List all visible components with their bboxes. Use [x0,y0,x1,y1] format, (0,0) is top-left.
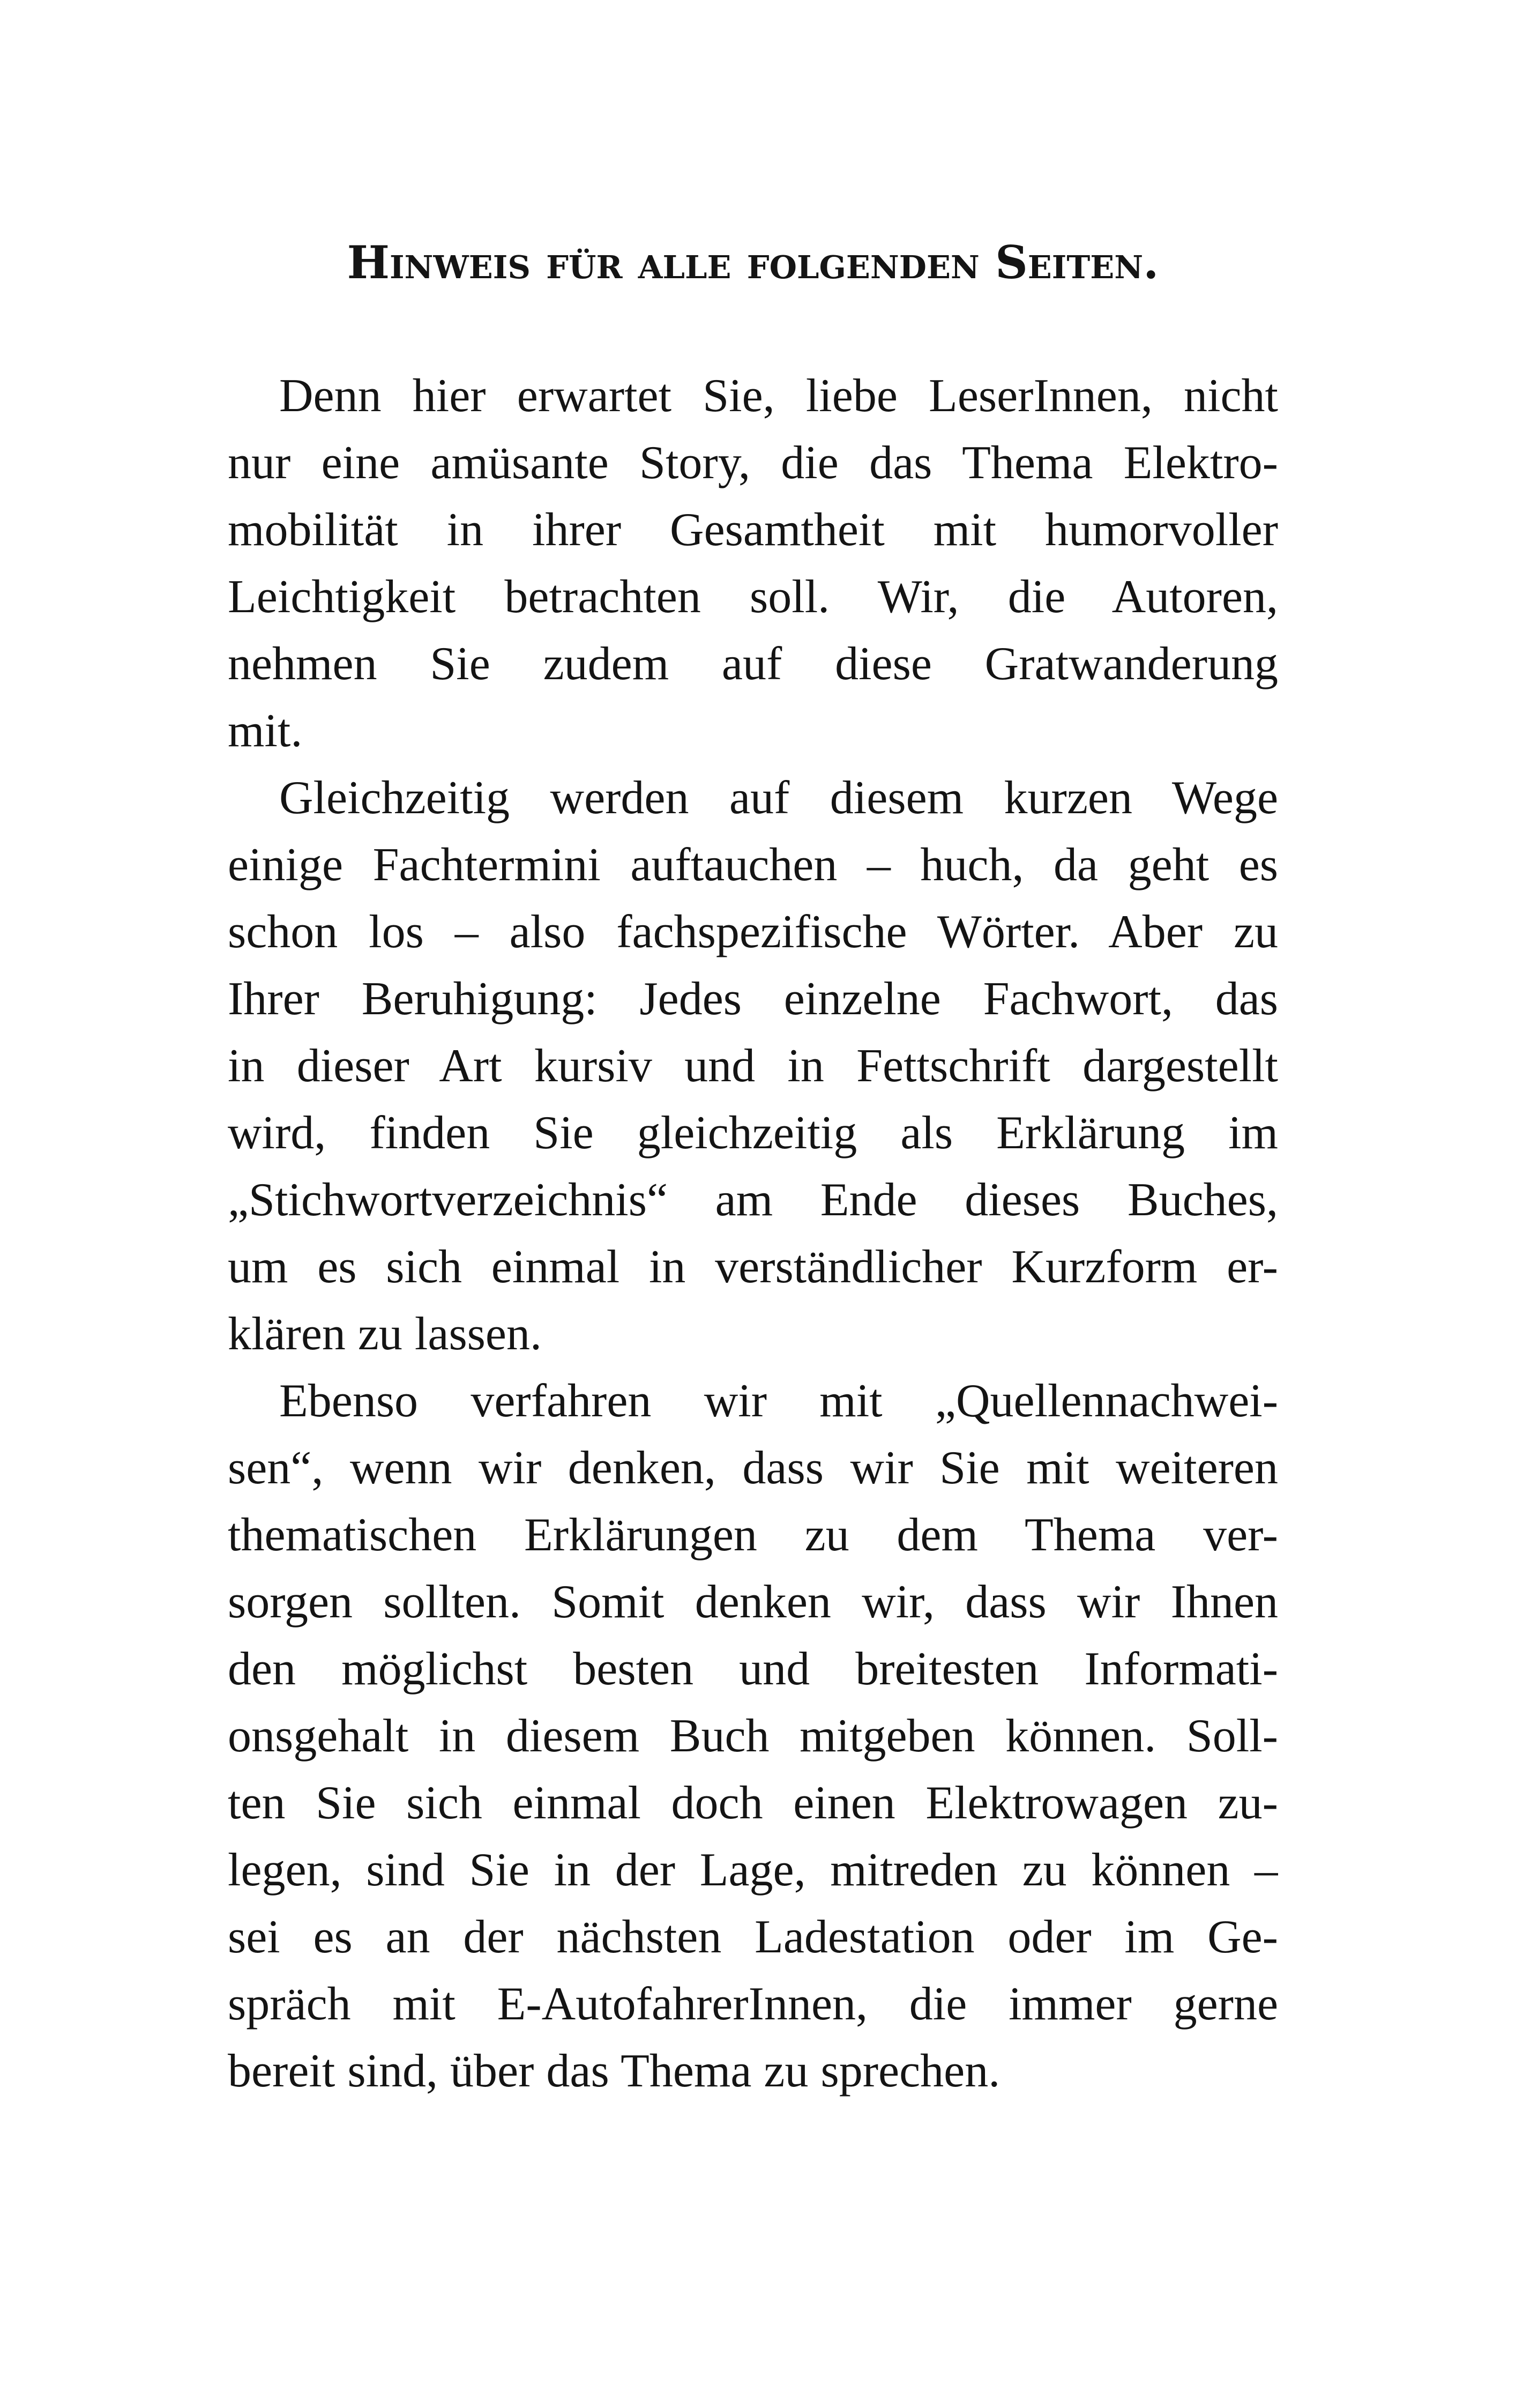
text-line: Denn hier erwartet Sie, liebe LeserInnen, nicht [279,369,1278,422]
text-line: sei es an der nächsten Ladestation oder im Ge- [228,1911,1278,1963]
text-line: mobilität in ihrer Gesamtheit mit humorvoller [228,503,1278,556]
text-line: Ihrer Beruhigung: Jedes einzelne Fachwort, das [228,972,1278,1025]
text-line: um es sich einmal in verständlicher Kurzform er- [228,1240,1278,1293]
text-line: wird, finden Sie gleichzeitig als Erklärung im [228,1106,1278,1159]
text-line: „Stichwortverzeichnis“ am Ende dieses Buches, [228,1173,1278,1226]
text-line: ten Sie sich einmal doch einen Elektrowagen zu- [228,1777,1278,1829]
page [228,236,1278,2105]
paragraph-1 [228,362,1278,764]
text-line: einige Fachtermini auftauchen – huch, da geht es [228,838,1278,891]
paragraph-3 [228,1367,1278,2105]
paragraph-2 [228,764,1278,1367]
text-line: den möglichst besten und breitesten Informati- [228,1643,1278,1695]
text-line: sorgen sollten. Somit denken wir, dass wir Ihnen [228,1575,1278,1628]
text-line: sen“, wenn wir denken, dass wir Sie mit weiteren [228,1441,1278,1494]
text-line: spräch mit E-AutofahrerInnen, die immer gerne [228,1978,1278,2030]
page-heading: Hinweis für alle folgenden Seiten. [347,236,1159,289]
text-line: bereit sind, über das Thema zu sprechen. [228,2045,1001,2097]
text-line: in dieser Art kursiv und in Fettschrift dargestellt [228,1039,1278,1092]
text-line: onsgehalt in diesem Buch mitgeben können. Soll- [228,1710,1278,1762]
text-line: legen, sind Sie in der Lage, mitreden zu können – [228,1844,1278,1896]
text-line: klären zu lassen. [228,1307,542,1360]
body-text [228,362,1278,2105]
text-line: nur eine amüsante Story, die das Thema Elektro- [228,436,1278,489]
text-line: Gleichzeitig werden auf diesem kurzen Wege [279,771,1278,824]
text-line: mit. [228,704,303,757]
text-line: nehmen Sie zudem auf diese Gratwanderung [228,637,1278,690]
text-line: Leichtigkeit betrachten soll. Wir, die Autoren, [228,570,1278,623]
text-line: thematischen Erklärungen zu dem Thema ver- [228,1508,1278,1561]
text-line: Ebenso verfahren wir mit „Quellennachwei- [279,1374,1278,1427]
text-line: schon los – also fachspezifische Wörter. Aber zu [228,905,1278,958]
